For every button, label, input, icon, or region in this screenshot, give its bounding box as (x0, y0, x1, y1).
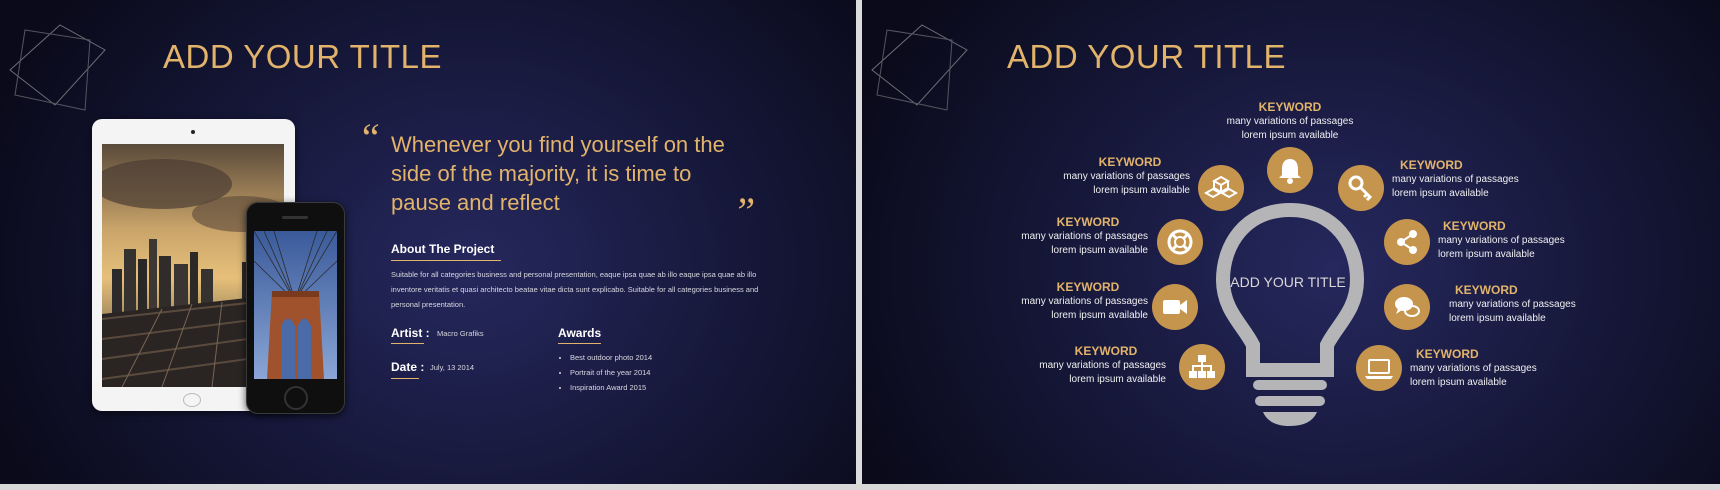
about-underline (391, 260, 501, 261)
keyword-label: KEYWORD (1098, 155, 1162, 169)
keyword-block-right-4 (1410, 347, 1560, 390)
sitemap-icon (1179, 344, 1225, 390)
keyword-desc-line1: many variations of passages (1039, 360, 1166, 371)
keyword-desc-line1: many variations of passages (1226, 116, 1354, 127)
keyword-desc-line1: many variations of passages (1392, 174, 1519, 185)
page-title: ADD YOUR TITLE (1007, 38, 1287, 75)
laptop-icon (1356, 345, 1402, 391)
bridge-photo (254, 231, 337, 379)
tablet-home-button (183, 393, 201, 407)
tablet-camera (191, 130, 195, 134)
keyword-desc-line2: lorem ipsum available (1449, 313, 1546, 324)
decorative-squares-icon (862, 10, 982, 125)
keyword-desc-line2: lorem ipsum available (1438, 249, 1535, 260)
keyword-desc-line1: many variations of passages (1063, 171, 1190, 182)
keyword-desc-line2: lorem ipsum available (1241, 130, 1339, 141)
boxes-icon (1198, 165, 1244, 211)
award-item: • Portrait of the year 2014 (570, 365, 652, 380)
quote-close-mark: ” (733, 189, 756, 234)
slide-1 (0, 0, 856, 484)
light-bulb-icon (1215, 200, 1365, 430)
keyword-desc-line2: lorem ipsum available (1093, 185, 1190, 196)
artist-underline (391, 343, 424, 344)
keyword-desc-line2: lorem ipsum available (1051, 245, 1148, 256)
keyword-desc-line2: lorem ipsum available (1392, 188, 1489, 199)
keyword-label: KEYWORD (1400, 158, 1463, 172)
video-camera-icon (1152, 284, 1198, 330)
keyword-desc-line1: many variations of passages (1021, 296, 1148, 307)
awards-list (560, 350, 652, 395)
phone-image (246, 202, 345, 414)
keyword-label: KEYWORD (1074, 344, 1138, 358)
about-label: About The Project (391, 242, 495, 256)
keyword-block-left-2 (998, 215, 1148, 258)
keyword-label: KEYWORD (1258, 100, 1322, 114)
bell-icon (1267, 147, 1313, 193)
page-title: ADD YOUR TITLE (163, 38, 443, 75)
keyword-desc-line1: many variations of passages (1410, 363, 1537, 374)
phone-home-button (284, 386, 308, 410)
keyword-block-left-3 (998, 280, 1148, 323)
phone-speaker (282, 216, 308, 219)
keyword-desc-line1: many variations of passages (1438, 235, 1565, 246)
keyword-block-right-3 (1449, 283, 1599, 326)
bulb-title: ADD YOUR TITLE (1230, 274, 1346, 290)
quote-open-mark: “ (358, 115, 381, 160)
keyword-desc-line2: lorem ipsum available (1069, 374, 1166, 385)
keyword-desc-line2: lorem ipsum available (1410, 377, 1507, 388)
keyword-block-top (1220, 100, 1360, 143)
keyword-block-right-2 (1438, 219, 1588, 262)
lifebuoy-icon (1157, 219, 1203, 265)
keyword-label: KEYWORD (1443, 219, 1506, 233)
award-item: • Inspiration Award 2015 (570, 380, 652, 395)
keyword-desc-line1: many variations of passages (1449, 299, 1576, 310)
keyword-label: KEYWORD (1455, 283, 1518, 297)
keyword-block-right-1 (1392, 158, 1542, 201)
keyword-label: KEYWORD (1056, 280, 1120, 294)
keyword-desc-line2: lorem ipsum available (1051, 310, 1148, 321)
decorative-squares-icon (0, 10, 120, 125)
date-value: July, 13 2014 (430, 363, 475, 372)
keyword-label: KEYWORD (1416, 347, 1479, 361)
keyword-desc-line1: many variations of passages (1021, 231, 1148, 242)
date-underline (391, 378, 419, 379)
award-item: • Best outdoor photo 2014 (570, 350, 652, 365)
keyword-block-left-1 (1040, 155, 1190, 198)
about-text: Suitable for all categories business and personal presentation, eaque ipsa quae ab illo eaque ipsa quae ab illo inventore veritatis et quasi architecto beatae vitae dicta sunt explicabo. Suitable for all categories business and personal presentation. (391, 270, 759, 309)
date-label: Date : (391, 360, 425, 374)
key-icon (1338, 165, 1384, 211)
artist-label: Artist : (391, 326, 430, 340)
keyword-block-left-4 (1016, 344, 1166, 387)
artist-value: Macro Grafiks (437, 329, 484, 338)
keyword-label: KEYWORD (1056, 215, 1120, 229)
bottom-strip (0, 484, 1720, 490)
quote-text: Whenever you find yourself on the side of the majority, it is time to pause and reflect (391, 132, 725, 215)
awards-underline (558, 343, 601, 344)
share-icon (1384, 219, 1430, 265)
chat-icon (1384, 284, 1430, 330)
awards-label: Awards (558, 326, 602, 340)
